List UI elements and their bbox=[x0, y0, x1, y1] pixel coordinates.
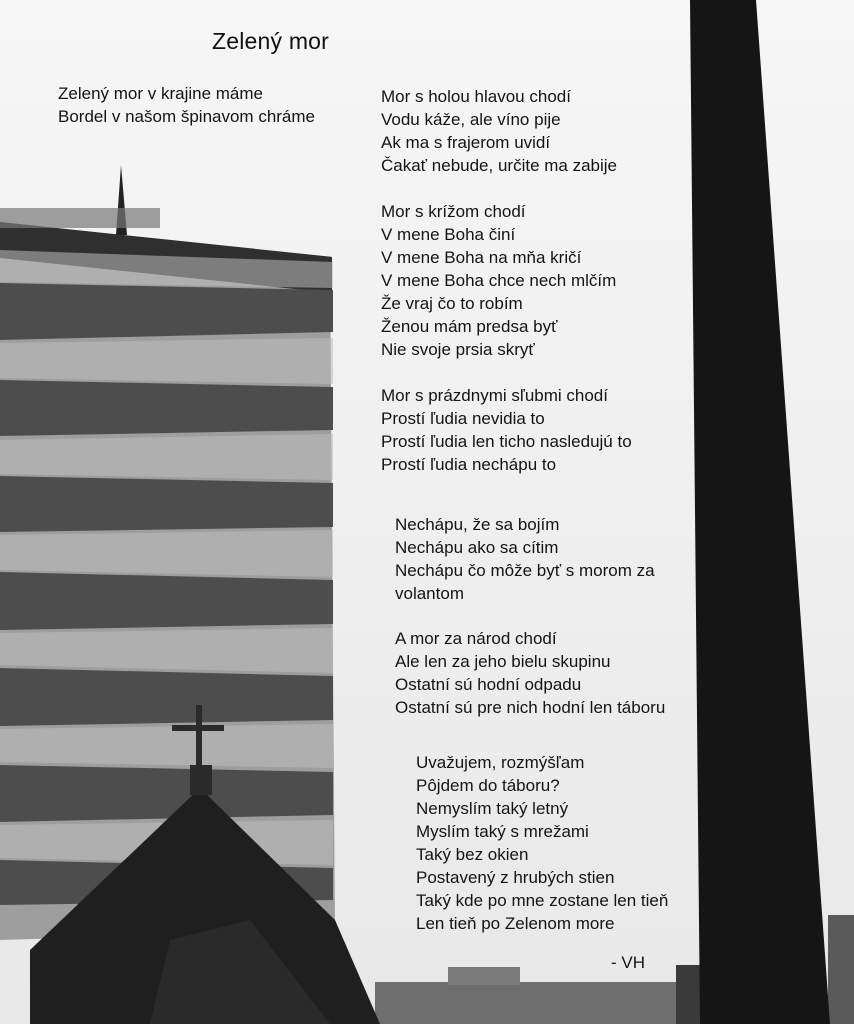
poem-line: A mor za národ chodí bbox=[395, 629, 557, 648]
poem-line: Mor s holou hlavou chodí bbox=[381, 87, 571, 106]
poem-line: Prostí ľudia len ticho nasledujú to bbox=[381, 432, 632, 451]
poem-line: Postavený z hrubých stien bbox=[416, 868, 615, 887]
stanza-3 bbox=[381, 384, 632, 476]
poem-line: Vodu káže, ale víno pije bbox=[381, 110, 561, 129]
poem-line: Pôjdem do táboru? bbox=[416, 776, 560, 795]
poem-line: Ostatní sú pre nich hodní len táboru bbox=[395, 698, 666, 717]
poem-line: Čakať nebude, určite ma zabije bbox=[381, 156, 618, 175]
poem-line: V mene Boha činí bbox=[381, 225, 516, 244]
stanza-4 bbox=[395, 513, 655, 605]
poem-line: Ostatní sú hodní odpadu bbox=[395, 675, 582, 694]
poem-line: Ženou mám predsa byť bbox=[381, 317, 558, 336]
poem-line: Mor s prázdnymi sľubmi chodí bbox=[381, 386, 608, 405]
poem-line: Že vraj čo to robím bbox=[381, 294, 523, 313]
poem-line: Uvažujem, rozmýšľam bbox=[416, 753, 585, 772]
poem-line: Prostí ľudia nevidia to bbox=[381, 409, 545, 428]
author-signature: - VH bbox=[611, 953, 645, 972]
poem-line: Taký bez okien bbox=[416, 845, 529, 864]
poem-line: volantom bbox=[395, 584, 464, 603]
poem-line: V mene Boha na mňa kričí bbox=[381, 248, 582, 267]
poem-title: Zelený mor bbox=[212, 28, 330, 54]
poem-line: Nechápu ako sa cítim bbox=[395, 538, 559, 557]
stanza-2 bbox=[381, 200, 616, 361]
poem-line: Zelený mor v krajine máme bbox=[58, 84, 264, 103]
stanza-1 bbox=[381, 85, 617, 177]
poem-line: Ale len za jeho bielu skupinu bbox=[395, 652, 611, 671]
poem-line: Len tieň po Zelenom more bbox=[416, 914, 615, 933]
poem-line: Mor s krížom chodí bbox=[381, 202, 526, 221]
poem-line: Nie svoje prsia skryť bbox=[381, 340, 535, 359]
poem-line: Prostí ľudia nechápu to bbox=[381, 455, 557, 474]
poem-line: Nechápu čo môže byť s morom za bbox=[395, 561, 655, 580]
poem-line: Bordel v našom špinavom chráme bbox=[58, 107, 316, 126]
poem-line: Taký kde po mne zostane len tieň bbox=[416, 891, 669, 910]
poem-line: Nemyslím taký letný bbox=[416, 799, 569, 818]
stanza-6 bbox=[416, 751, 668, 935]
poem-line: Nechápu, že sa bojím bbox=[395, 515, 560, 534]
poem-line: Ak ma s frajerom uvidí bbox=[381, 133, 551, 152]
stanza-5 bbox=[395, 627, 665, 719]
poem-intro bbox=[58, 82, 315, 128]
poem-line: V mene Boha chce nech mlčím bbox=[381, 271, 617, 290]
poem-line: Myslím taký s mrežami bbox=[416, 822, 589, 841]
